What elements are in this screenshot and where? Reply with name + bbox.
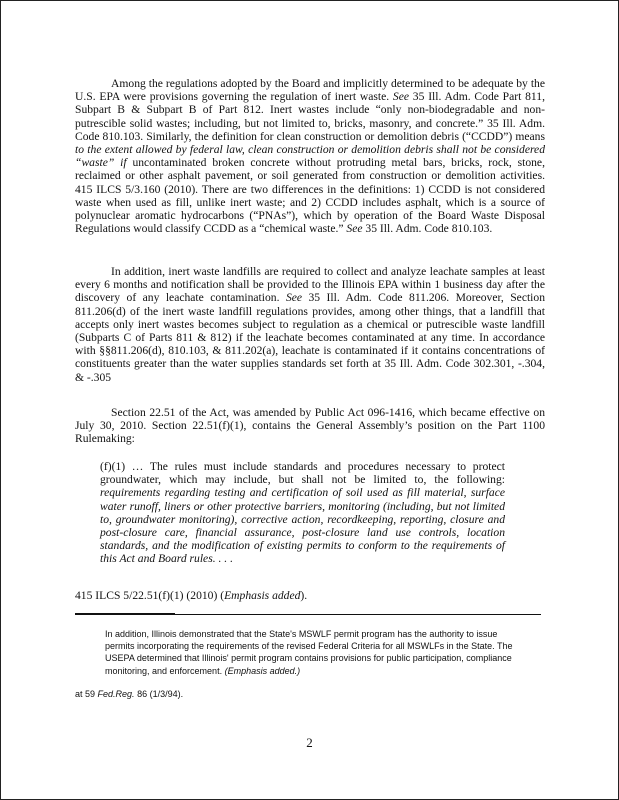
footnote-source xyxy=(75,689,183,699)
page-number: 2 xyxy=(306,735,313,750)
text-segment: 35 Ill. Adm. Code Part 811, Subpart B & Subpart B of Part 812. Inert wastes include “only non-biodegradable and non-putrescible solid wastes; including, but not limited to, bricks, masonry, and concrete.” 35 Ill. Adm. Code 810.103. Similarly, the definition for clean construction or demolition debris (“CCDD”) means xyxy=(75,90,545,143)
italic-text: Fed.Reg. xyxy=(97,689,135,699)
text-segment: 35 Ill. Adm. Code 810.103. xyxy=(362,222,493,236)
paragraph-section-22-51 xyxy=(75,406,545,446)
text-segment: ). xyxy=(300,589,308,602)
block-quote xyxy=(100,460,505,566)
text-segment: 415 ILCS 5/22.51(f)(1) (2010) ( xyxy=(75,589,225,602)
footnote-text xyxy=(105,628,525,677)
italic-text: See xyxy=(346,222,363,236)
italic-text: See xyxy=(392,90,410,104)
italic-text: See xyxy=(285,291,303,305)
paragraph-inert-waste xyxy=(75,77,545,235)
text-segment: 86 (1/3/94). xyxy=(134,689,184,699)
italic-text: Emphasis added xyxy=(224,589,301,602)
text-segment: In addition, inert waste landfills are required to collect and analyze leachate samples at least every 6 months and notification shall be provided to the Illinois EPA within 1 business day after the discovery of any leachate contamination. xyxy=(75,265,545,305)
text-segment: Among the regulations adopted by the Board and implicitly determined to be adequate by the U.S. EPA were provisions governing the regulation of inert waste. xyxy=(75,77,545,104)
italic-text: (Emphasis added.) xyxy=(224,665,301,676)
citation xyxy=(75,589,545,602)
text-segment: 35 Ill. Adm. Code 811.206. Moreover, Section 811.206(d) of the inert waste landfill regulations provides, among other things, that a landfill that accepts only inert wastes becomes subject to regulation as a chemical or putrescible waste landfill (Subparts C of Parts 811 & 812) if the leachate becomes contaminated at any time. In accordance with §§811.206(d), 810.103, & 811.202(a), leachate is contaminated if it contains concentrations of constituents greater than the water supplies standards set forth at 35 Ill. Adm. Code 302.301, -.304, & -.305 xyxy=(75,291,545,384)
italic-text: to the extent allowed by federal law, clean construction or demolition debris shall not be considered “waste” if xyxy=(75,143,545,170)
italic-text: requirements regarding testing and certification of soil used as fill material, surface water runoff, liners or other protective barriers, monitoring (including, but not limited to, groundwater monitoring), corrective action, recordkeeping, reporting, closure and post-closure care, financial assurance, post-closure land use controls, location standards, and the modification of existing permits to conform to the requirements of this Act and Board rules. . . . xyxy=(100,486,505,566)
text-segment: at 59 xyxy=(75,689,98,699)
text-segment: uncontaminated broken concrete without protruding metal bars, bricks, rock, stone, reclaimed or other asphalt pavement, or soil generated from construction or demolition activities. 415 ILCS 5/3.160 (2010). There are two differences in the definitions: 1) CCDD is not considered waste when used as fill, unlike inert waste; and 2) CCDD includes asphalt, which is a source of polynuclear aromatic hydrocarbons (“PNAs”), which by operation of the Board Waste Disposal Regulations would classify CCDD as a “chemical waste.” xyxy=(75,156,545,236)
text-segment: In addition, Illinois demonstrated that the State's MSWLF permit program has the authority to issue permits incorporating the requirements of the revised Federal Criteria for all MSWLFs in the State. The USEPA determined that Illinois' permit program contains provisions for public participation, compliance monitoring, and enforcement. xyxy=(105,629,513,676)
text-segment: (f)(1) … The rules must include standards and procedures necessary to protect groundwater, which may include, but shall not be limited to, the following: xyxy=(100,460,505,487)
paragraph-leachate xyxy=(75,265,545,384)
footnote-divider-accent xyxy=(75,613,175,615)
text-segment: Section 22.51 of the Act, was amended by Public Act 096-1416, which became effective on July 30, 2010. Section 22.51(f)(1), contains the General Assembly’s position on the Part 1100 Rulemaking: xyxy=(75,406,545,446)
